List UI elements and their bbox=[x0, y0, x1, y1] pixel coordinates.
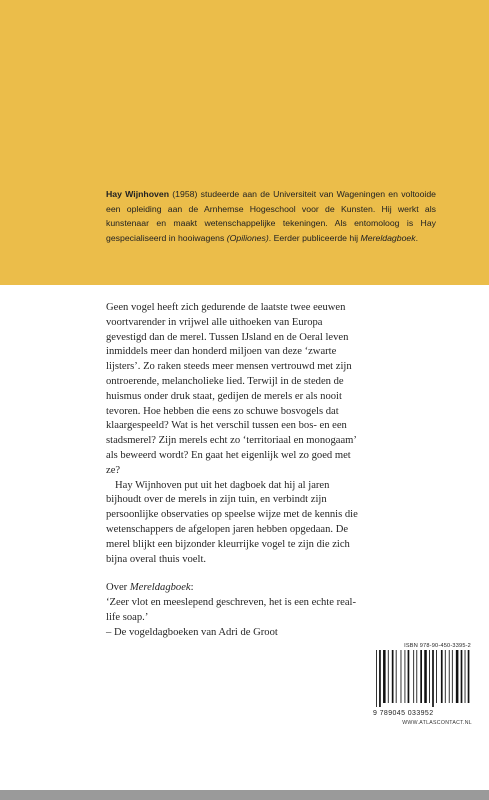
blurb-paragraph-2: Hay Wijnhoven put uit het dagboek dat hij al jaren bijhoudt over de merels in zijn tuin, en verbindt zijn persoonlijke observaties op speelse wijze met de kennis die wetenschappers de afgelopen jaren hebben opgedaan. De merel blijkt een bijzonder kleurrijke vogel te zijn die zich bijna overal thuis voelt. bbox=[106, 479, 358, 565]
bottom-strip bbox=[0, 790, 489, 800]
bio-text-1: (1958) studeerde aan de Universiteit van Wageningen en voltooide een opleiding aan de Arnhemse Hogeschool voor de Kunsten. Hij werkt als kunstenaar en maakt wetenschappelijke tekeningen. Als entomoloog is Hay gespecialiseerd in hooiwagens bbox=[106, 189, 436, 243]
barcode bbox=[373, 649, 473, 707]
author-bio bbox=[106, 187, 436, 245]
isbn-barcode-block bbox=[373, 643, 473, 726]
quote-over-label: Over bbox=[106, 582, 130, 594]
bio-end: . bbox=[415, 232, 419, 243]
author-name: Hay Wijnhoven bbox=[106, 189, 170, 199]
barcode-bars bbox=[373, 649, 473, 707]
quote-source: – De vogeldagboeken van Adri de Groot bbox=[106, 626, 278, 638]
quote-colon: : bbox=[190, 582, 194, 594]
bio-previous-book: Mereldagboek bbox=[360, 232, 416, 243]
blurb-paragraph-1: Geen vogel heeft zich gedurende de laatste twee eeuwen voortvarender in vrijwel alle uithoeken van Europa gevestigd dan de merel. Tussen IJsland en de Oeral leven inmiddels meer dan honderd miljoen van deze ‘zwarte lijsters’. Zo raken steeds meer mensen vertrouwd met zijn ontroerende, melancholieke lied. Terwijl in de steden de huismus onder druk staat, gedijen de merels er als nooit tevoren. Hoe hebben die eens zo schuwe bosvogels dat klaargespeeld? Wat is het verschil tussen een bos- en een stadsmerel? Zijn merels echt zo ‘territoriaal en monogaam’ als beweerd wordt? En gaat het eigenlijk wel zo goed met ze? bbox=[106, 302, 357, 476]
bio-text-2: . Eerder publiceerde hij bbox=[268, 232, 361, 243]
review-quote bbox=[106, 581, 362, 640]
bio-species: (Opiliones) bbox=[226, 232, 269, 243]
quote-text: ‘Zeer vlot en meeslepend geschreven, het is een echte real-life soap.’ bbox=[106, 597, 357, 623]
isbn-text: ISBN 978-90-450-3395-2 bbox=[404, 643, 471, 649]
publisher-url: WWW.ATLASCONTACT.NL bbox=[402, 720, 472, 726]
barcode-digits: 9 789045 033952 bbox=[373, 710, 434, 717]
quote-book-title: Mereldagboek bbox=[129, 582, 191, 594]
book-blurb bbox=[106, 301, 362, 641]
